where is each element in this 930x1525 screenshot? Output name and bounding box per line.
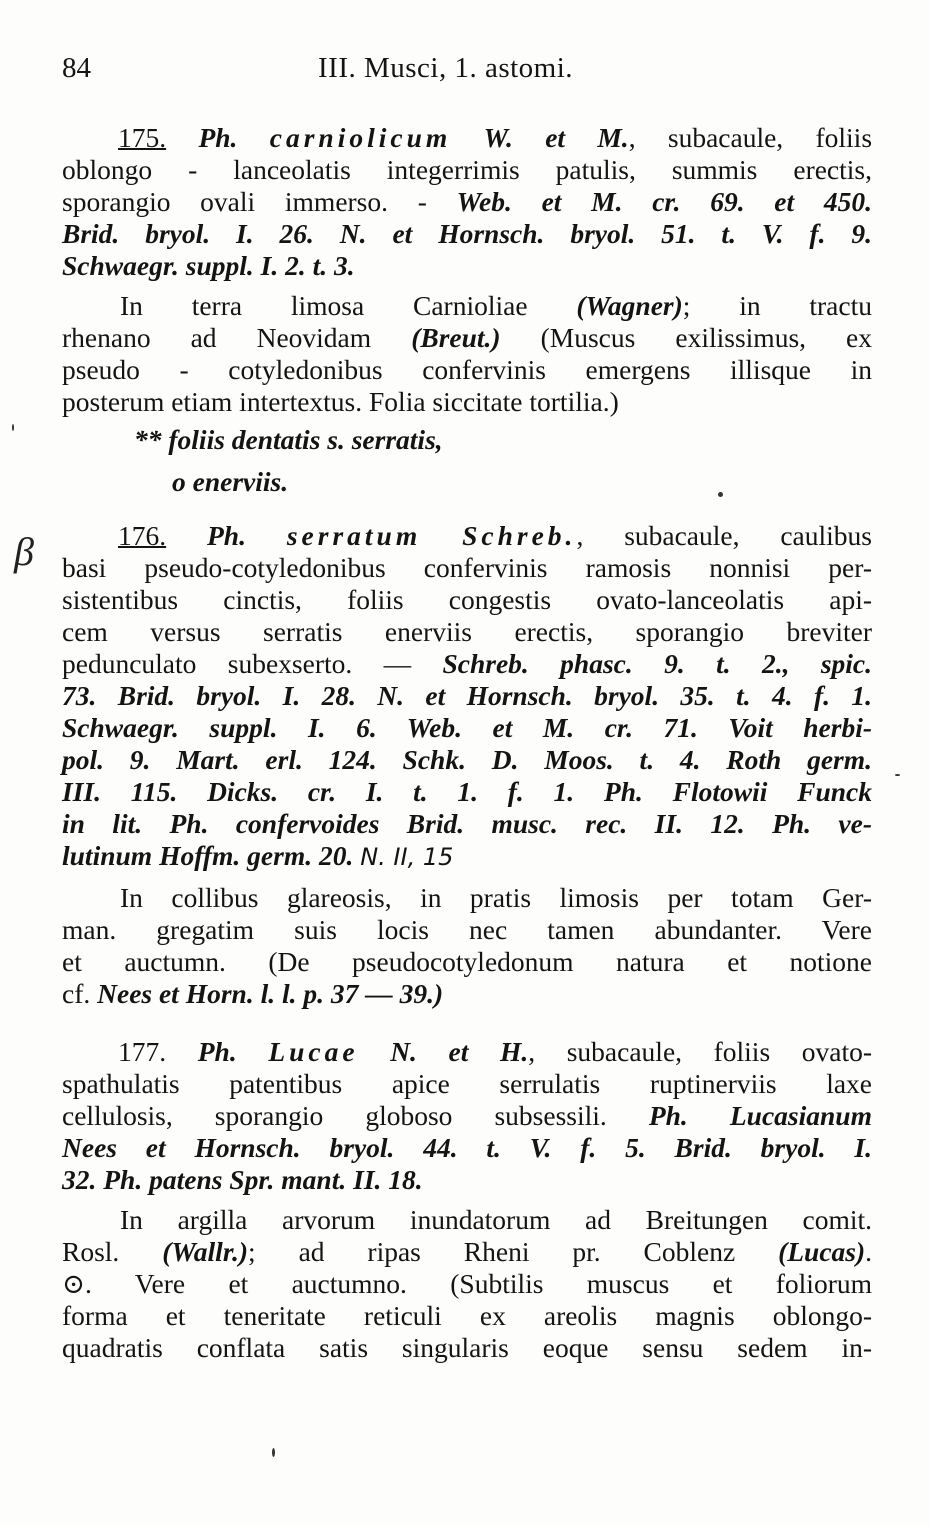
- entry-176-line-11: [62, 840, 872, 873]
- species-authority: N. et H.: [390, 1036, 529, 1067]
- entry-176-line-4: cem versus serratis enerviis erectis, sporangio breviter: [62, 616, 872, 647]
- genus: Ph.: [207, 520, 246, 551]
- text-segment: ; in tractu: [682, 290, 872, 321]
- citation: Brid. bryol. I. 26. N. et Hornsch. bryol. 51. t. V. f. 9.: [62, 218, 872, 249]
- entry-number: 176.: [118, 520, 167, 551]
- subsection-heading: ** foliis dentatis s. serratis,: [134, 424, 443, 455]
- entry-177-line-9: forma et teneritate reticuli ex areolis magnis oblongo-: [62, 1300, 872, 1331]
- handwritten-note: N. II, 15: [360, 843, 454, 871]
- entry-177-line-8: [62, 1268, 872, 1300]
- paper-speck: [895, 774, 900, 776]
- page-header: [62, 52, 872, 96]
- paper-speck: [272, 1448, 275, 1457]
- entry-177-line-1: [62, 1036, 872, 1068]
- text-segment: . Vere et auctumno. (Subtilis muscus et foliorum: [85, 1268, 872, 1299]
- entry-176-line-6: 73. Brid. bryol. I. 28. N. et Hornsch. bryol. 35. t. 4. f. 1.: [62, 680, 872, 711]
- entry-175-line-7: [62, 322, 872, 354]
- text-segment: pedunculato subexserto. —: [62, 648, 412, 679]
- entry-176-line-14: et auctumn. (De pseudocotyledonum natura et notione: [62, 946, 872, 977]
- citation: Nees et Hornsch. bryol. 44. t. V. f. 5. Brid. bryol. I.: [62, 1132, 872, 1163]
- entry-177-line-4: [62, 1132, 872, 1164]
- entry-176-line-12: In collibus glareosis, in pratis limosis per totam Ger-: [120, 882, 872, 913]
- citation: lutinum Hoffm. germ. 20.: [62, 840, 354, 871]
- citation: Nees et Horn. l. l. p. 37 — 39.): [97, 978, 444, 1009]
- annual-plant-symbol: ⊙: [62, 1268, 86, 1299]
- subsection-heading: o enerviis.: [172, 466, 289, 497]
- citation: Web. et M. cr. 69. et 450.: [456, 186, 873, 217]
- text-segment: sporangio ovali immerso. -: [62, 186, 427, 217]
- collector-name: (Wagner): [576, 290, 683, 321]
- citation: Schreb. phasc. 9. t. 2., spic.: [442, 648, 873, 679]
- entry-176-line-9: III. 115. Dicks. cr. I. t. 1. f. 1. Ph. Flotowii Funck: [62, 776, 872, 807]
- text-segment: cf.: [62, 978, 91, 1009]
- running-title: III. Musci, 1. astomi.: [318, 52, 574, 84]
- entry-176-line-15: [62, 978, 872, 1010]
- species-name: carniolicum: [269, 122, 452, 153]
- genus: Ph.: [198, 122, 238, 153]
- entry-177-line-10: quadratis conflata satis singularis eoque sensu sedem in-: [62, 1332, 872, 1363]
- entry-177-line-6: In argilla arvorum inundatorum ad Breitungen comit.: [120, 1204, 872, 1235]
- entry-175-line-5: [62, 250, 872, 282]
- entry-176-line-7: Schwaegr. suppl. I. 6. Web. et M. cr. 71. Voit herbi-: [62, 712, 872, 743]
- entry-175-line-6: [62, 290, 872, 322]
- text-segment: In terra limosa Carnioliae: [120, 290, 528, 321]
- entry-number: 177.: [118, 1036, 167, 1067]
- entry-176-line-5: [62, 648, 872, 680]
- entry-175-line-4: [62, 218, 872, 250]
- entry-176-line-13: man. gregatim suis locis nec tamen abundanter. Vere: [62, 914, 872, 945]
- entry-175-line-2: oblongo - lanceolatis integerrimis patulis, summis erectis,: [62, 154, 872, 185]
- entry-177-line-5: [62, 1164, 872, 1196]
- paper-speck: [718, 492, 723, 497]
- text-segment: Rosl.: [62, 1236, 120, 1267]
- description-text: , subacaule, foliis ovato-: [528, 1036, 873, 1067]
- collector-name: (Wallr.): [162, 1236, 249, 1267]
- entry-175-line-3: [62, 186, 872, 218]
- entry-176-line-8: pol. 9. Mart. erl. 124. Schk. D. Moos. t. 4. Roth germ.: [62, 744, 872, 775]
- species-name: Lucae: [268, 1036, 359, 1067]
- text-segment: rhenano ad Neovidam: [62, 322, 372, 353]
- collector-name: (Breut.): [411, 322, 501, 353]
- entry-175-line-8: pseudo - cotyledonibus confervinis emergens illisque in: [62, 354, 872, 385]
- collector-name: (Lucas): [778, 1236, 866, 1267]
- species-name: serratum: [286, 520, 422, 551]
- description-text: , subacaule, caulibus: [576, 520, 872, 551]
- entry-175-line-1: [62, 122, 872, 154]
- entry-176-line-2: basi pseudo-cotyledonibus confervinis ramosis nonnisi per-: [62, 552, 872, 583]
- page-number: 84: [62, 52, 91, 84]
- entry-177-line-2: spathulatis patentibus apice serrulatis ruptinerviis laxe: [62, 1068, 872, 1099]
- entry-number: 175.: [118, 122, 167, 153]
- species-authority: Schreb.: [462, 520, 577, 551]
- entry-177-line-7: [62, 1236, 872, 1268]
- entry-176-line-1: [62, 520, 872, 552]
- entry-177-line-3: [62, 1100, 872, 1132]
- species-synonym: Ph. Lucasianum: [648, 1100, 872, 1131]
- text-segment: cellulosis, sporangio globoso subsessili.: [62, 1100, 607, 1131]
- citation: 32. Ph. patens Spr. mant. II. 18.: [62, 1164, 423, 1195]
- entry-175-line-9: posterum etiam intertextus. Folia siccitate tortilia.): [62, 386, 619, 417]
- entry-176-line-10: in lit. Ph. confervoides Brid. musc. rec. II. 12. Ph. ve-: [62, 808, 872, 839]
- text-segment: .: [865, 1236, 873, 1267]
- entry-176-line-3: sistentibus cinctis, foliis congestis ovato-lanceolatis api-: [62, 584, 872, 615]
- description-text: , subacaule, foliis: [628, 122, 873, 153]
- species-authority: W. et M.: [483, 122, 629, 153]
- genus: Ph.: [197, 1036, 237, 1067]
- margin-annotation: β: [14, 529, 34, 574]
- citation: Schwaegr. suppl. I. 2. t. 3.: [62, 250, 355, 281]
- paper-speck: [12, 424, 14, 431]
- text-segment: ; ad ripas Rheni pr. Coblenz: [248, 1236, 736, 1267]
- text-segment: (Muscus exilissimus, ex: [540, 322, 873, 353]
